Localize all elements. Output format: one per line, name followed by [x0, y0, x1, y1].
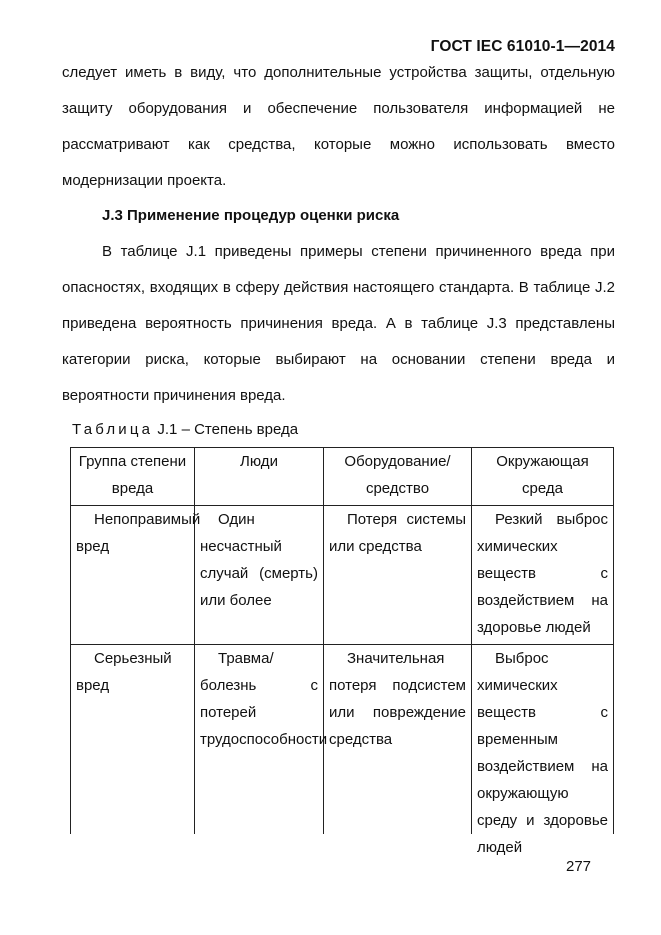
table-cell — [472, 645, 614, 856]
table-cell-text: Серьезный вред — [76, 650, 172, 694]
table-header-row — [71, 448, 614, 506]
table-cell: Потеря системы или средства — [324, 506, 472, 645]
header-cell-people: Люди — [195, 448, 324, 506]
table-row — [71, 645, 614, 835]
table-caption-title: J.1 – Степень вреда — [157, 421, 299, 438]
header-cell-group: Группа степени вреда — [71, 448, 195, 506]
paragraph-risk-procedures: В таблице J.1 приведены примеры степени причиненного вреда при опасностях, входящих в сферу действия настоящего стандарта. В таблице J.2 приведена вероятность причинения вреда. А в таблице J.3 представлены категории риска, которые выбирают на основании степени вреда и вероятности причинения вреда. — [62, 243, 615, 404]
table-caption — [72, 419, 298, 441]
paragraph-intro: следует иметь в виду, что дополнительные устройства защиты, отдельную защиту оборудования и обеспечение пользователя информацией не рассматривают как средства, которые можно использовать вместо модернизации проекта. — [62, 64, 615, 189]
table-cell-text: Травма/болезнь с потерей трудоспособности — [200, 650, 328, 748]
section-heading: J.3 Применение процедур оценки риска — [102, 207, 400, 224]
page-number: 277 — [566, 858, 592, 875]
table-cell: Резкий выброс химических веществ с воздействием на здоровье людей — [472, 506, 614, 645]
table-cell — [71, 645, 195, 835]
table-row — [71, 506, 614, 645]
table-cell: Один несчастный случай (смерть) или более — [195, 506, 324, 645]
table-caption-label: Таблица — [72, 421, 154, 438]
table-cell: Непоправимый вред — [71, 506, 195, 645]
header-cell-environment: Окружающая среда — [472, 448, 614, 506]
header-cell-equipment: Оборудование/ средство — [324, 448, 472, 506]
document-header: ГОСТ IEC 61010-1—2014 — [430, 38, 615, 55]
table-cell — [324, 645, 472, 835]
harm-severity-table — [70, 447, 614, 856]
table-cell-text: Значительная потеря подсистем или повреждение средства — [329, 650, 466, 748]
table-cell-text: Выброс химических веществ с временным воздействием на окружающую среду и здоровье людей — [477, 650, 608, 856]
table-cell — [195, 645, 328, 835]
